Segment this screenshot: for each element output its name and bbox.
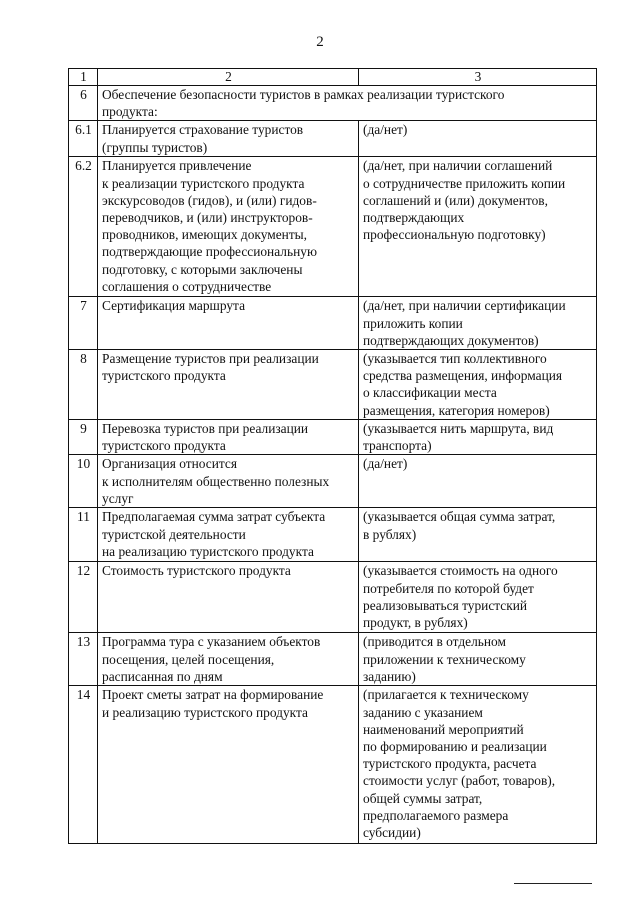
table-row: [69, 420, 597, 455]
row-number: 6.1: [69, 121, 98, 157]
parameter-cell: Стоимость туристского продукта: [98, 562, 359, 633]
page-number: 2: [316, 34, 324, 50]
value-cell: (приводится в отдельном приложении к техническому заданию): [359, 633, 597, 686]
value-cell: (да/нет, при наличии сертификации приложить копии подтверждающих документов): [359, 297, 597, 350]
row-number: 9: [69, 420, 98, 455]
table-row: [69, 455, 597, 508]
value-cell: (да/нет, при наличии соглашений о сотрудничестве приложить копии соглашений и (или) документов, подтверждающих профессиональную подготовку): [359, 157, 597, 297]
table-row: [69, 157, 597, 297]
parameter-cell: Планируется привлечение к реализации туристского продукта экскурсоводов (гидов), и (или) гидов- переводчиков, и (или) инструкторов- проводников, имеющих документы, подтверждающие профессиональную подготовку, с которыми заключены соглашения о сотрудничестве: [98, 157, 359, 297]
header-cell-3: 3: [359, 69, 597, 86]
value-cell: (указывается тип коллективного средства размещения, информация о классификации места размещения, категория номеров): [359, 350, 597, 420]
table-row: [69, 686, 597, 844]
table-row: [69, 297, 597, 350]
parameter-cell: Планируется страхование туристов (группы туристов): [98, 121, 359, 157]
table-row: [69, 350, 597, 420]
value-cell: (да/нет): [359, 455, 597, 508]
row-number: 12: [69, 562, 98, 633]
section-row: [69, 86, 597, 121]
row-number: 11: [69, 508, 98, 562]
parameter-cell: Организация относится к исполнителям общественно полезных услуг: [98, 455, 359, 508]
row-number: 8: [69, 350, 98, 420]
table-header-row: [69, 69, 597, 86]
row-number: 6.2: [69, 157, 98, 297]
parameter-cell: Сертификация маршрута: [98, 297, 359, 350]
header-cell-1: 1: [69, 69, 98, 86]
table-row: [69, 508, 597, 562]
footer-divider: [514, 883, 592, 884]
table-row: [69, 633, 597, 686]
value-cell: (указывается нить маршрута, вид транспорта): [359, 420, 597, 455]
row-number: 6: [69, 86, 98, 121]
row-number: 13: [69, 633, 98, 686]
header-cell-2: 2: [98, 69, 359, 86]
parameter-cell: Программа тура с указанием объектов посещения, целей посещения, расписанная по дням: [98, 633, 359, 686]
value-cell: (да/нет): [359, 121, 597, 157]
table-row: [69, 121, 597, 157]
value-cell: (указывается стоимость на одного потребителя по которой будет реализовываться туристский продукт, в рублях): [359, 562, 597, 633]
table-row: [69, 562, 597, 633]
application-table: [68, 68, 597, 844]
parameter-cell: Проект сметы затрат на формирование и реализацию туристского продукта: [98, 686, 359, 844]
section-title: Обеспечение безопасности туристов в рамках реализации туристского продукта:: [98, 86, 597, 121]
parameter-cell: Предполагаемая сумма затрат субъекта туристской деятельности на реализацию туристского продукта: [98, 508, 359, 562]
value-cell: (указывается общая сумма затрат, в рублях): [359, 508, 597, 562]
row-number: 14: [69, 686, 98, 844]
row-number: 10: [69, 455, 98, 508]
row-number: 7: [69, 297, 98, 350]
parameter-cell: Размещение туристов при реализации туристского продукта: [98, 350, 359, 420]
value-cell: (прилагается к техническому заданию с указанием наименований мероприятий по формированию и реализации туристского продукта, расчета стоимости услуг (работ, товаров), общей суммы затрат, предполагаемого размера субсидии): [359, 686, 597, 844]
parameter-cell: Перевозка туристов при реализации туристского продукта: [98, 420, 359, 455]
